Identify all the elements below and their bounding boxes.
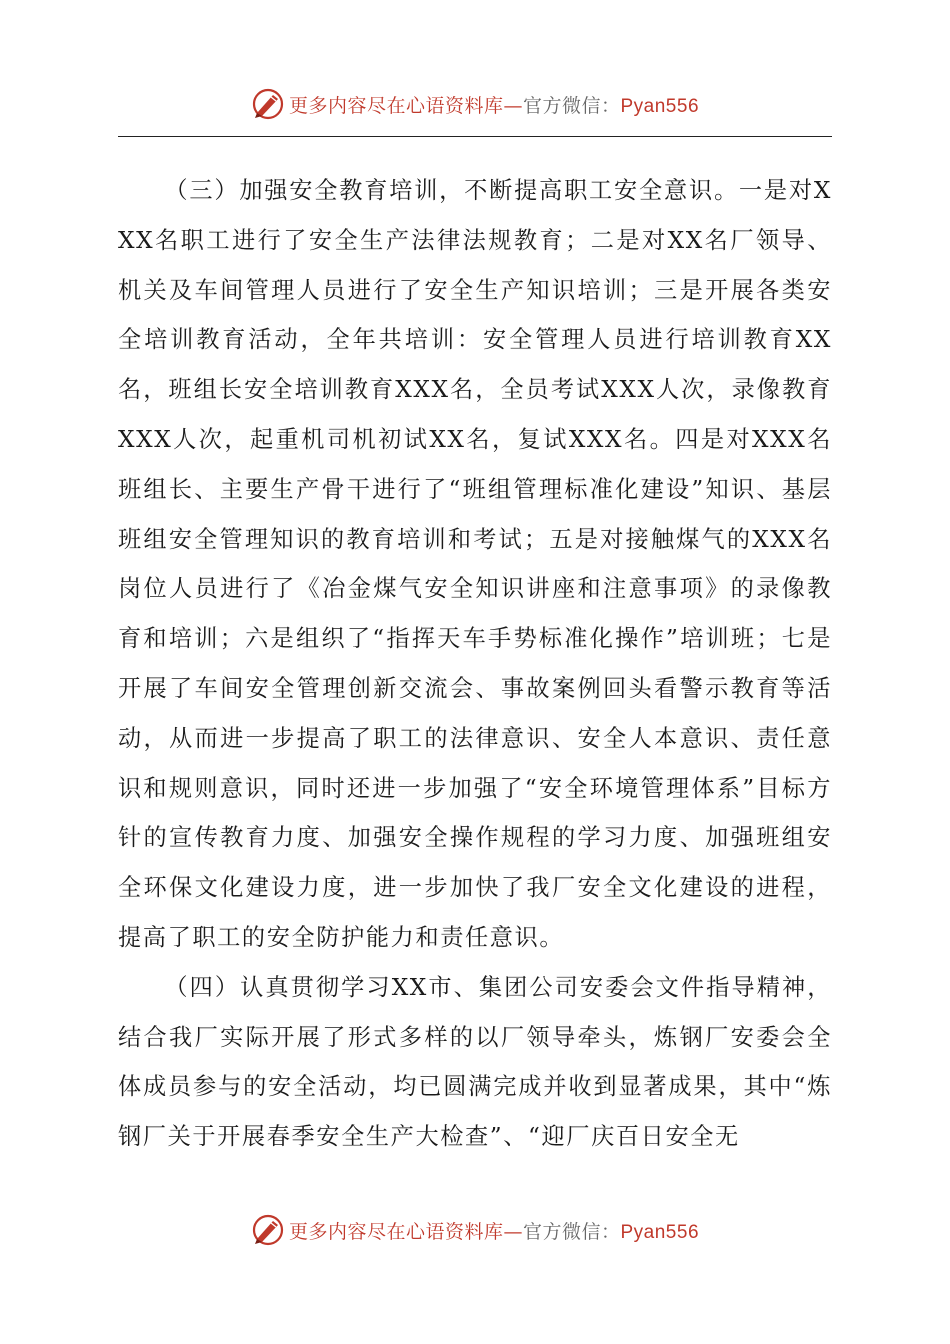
pen-logo-icon: [251, 87, 285, 121]
footer-banner: [0, 1208, 950, 1252]
footer-banner-text: [289, 1217, 699, 1244]
pen-logo-icon: [251, 1213, 285, 1247]
footer-banner-handle: Pyan556: [620, 1221, 700, 1243]
footer-banner-dash: —: [503, 1220, 523, 1243]
header-banner-handle: Pyan556: [620, 95, 700, 117]
header-banner-text: [289, 91, 699, 118]
header-banner-dash: —: [503, 94, 523, 117]
footer-banner-main: 更多内容尽在心语资料库: [288, 1220, 504, 1243]
footer-banner-label: 官方微信：: [522, 1220, 621, 1243]
header-banner-main: 更多内容尽在心语资料库: [288, 94, 504, 117]
header-divider: [118, 136, 832, 137]
paragraph-4: （四）认真贯彻学习XX市、集团公司安委会文件指导精神，结合我厂实际开展了形式多样的以厂领导牵头，炼钢厂安委会全体成员参与的安全活动，均已圆满完成并收到显著成果，其中“炼钢厂关于开展春季安全生产大检查”、“迎厂庆百日安全无: [118, 973, 832, 1151]
paragraph-3: （三）加强安全教育培训，不断提高职工安全意识。一是对XXX名职工进行了安全生产法律法规教育；二是对XX名厂领导、机关及车间管理人员进行了安全生产知识培训；三是开展各类安全培训教育活动，全年共培训：安全管理人员进行培训教育XX名，班组长安全培训教育XXX名，全员考试XXX人次，录像教育XXX人次，起重机司机初试XX名，复试XXX名。四是对XXX名班组长、主要生产骨干进行了“班组管理标准化建设”知识、基层班组安全管理知识的教育培训和考试；五是对接触煤气的XXX名岗位人员进行了《冶金煤气安全知识讲座和注意事项》的录像教育和培训；六是组织了“指挥天车手势标准化操作”培训班；七是开展了车间安全管理创新交流会、事故案例回头看警示教育等活动，从而进一步提高了职工的法律意识、安全人本意识、责任意识和规则意识，同时还进一步加强了“安全环境管理体系”目标方针的宣传教育力度、加强安全操作规程的学习力度、加强班组安全环保文化建设力度，进一步加快了我厂安全文化建设的进程，提高了职工的安全防护能力和责任意识。: [118, 177, 832, 951]
header-banner: [0, 82, 950, 126]
header-banner-label: 官方微信：: [522, 94, 621, 117]
document-body: [118, 166, 832, 1162]
